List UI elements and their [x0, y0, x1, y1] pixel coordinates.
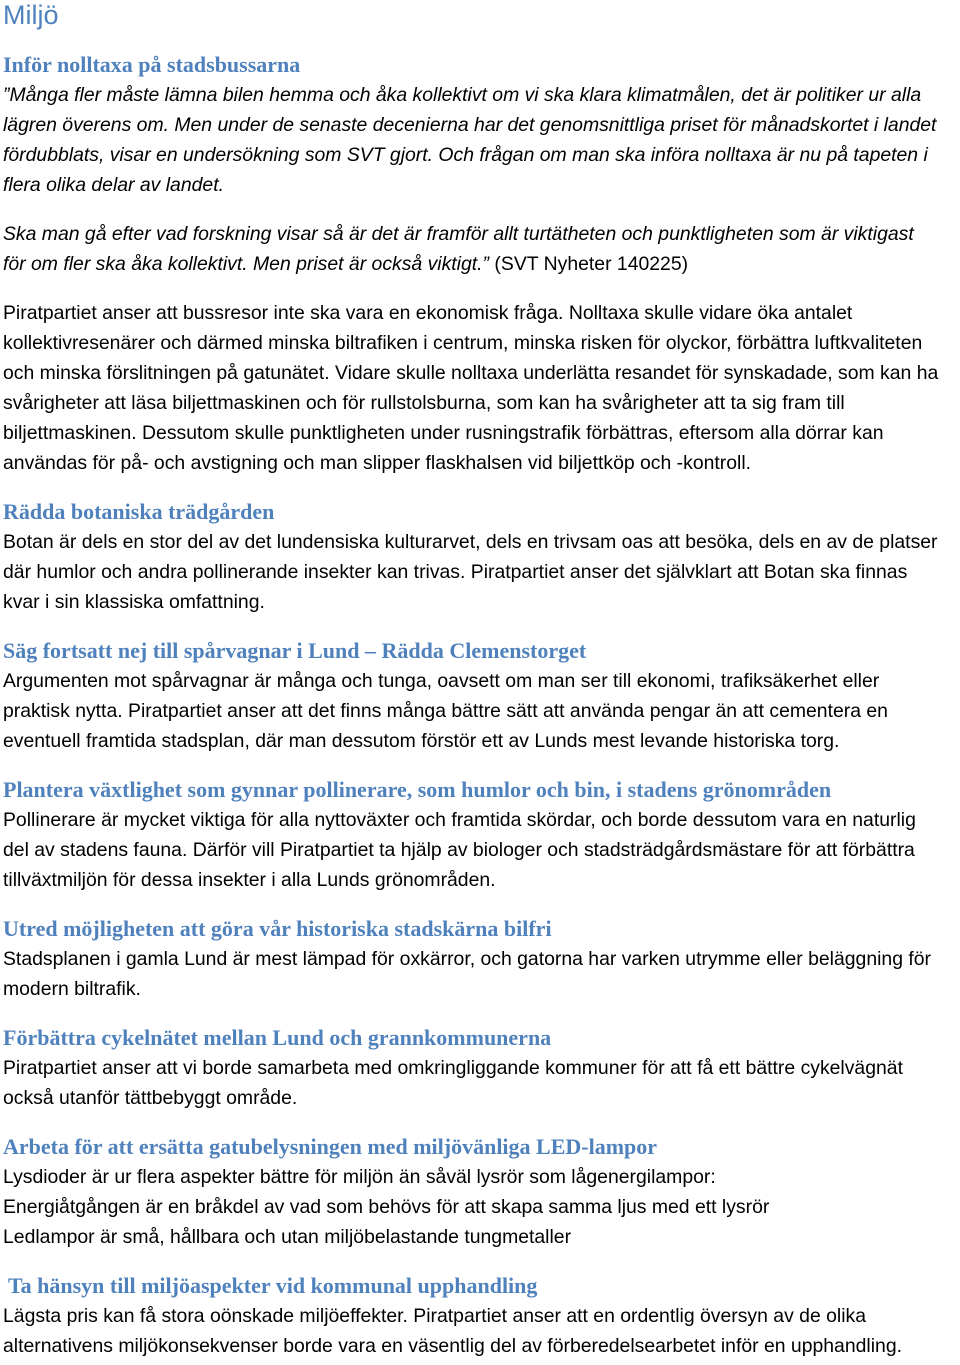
- quote-paragraph: [3, 80, 960, 200]
- text-line: användas för på- och avstigning och man slipper flaskhalsen vid biljettköp och -kontroll.: [3, 452, 752, 474]
- section-led-lampor: [3, 1132, 960, 1252]
- text-line: Ledlampor är små, hållbara och utan miljöbelastande tungmetaller: [3, 1226, 572, 1248]
- text-line: Energiåtgången är en bråkdel av vad som behövs för att skapa samma ljus med ett lysrör: [3, 1196, 770, 1218]
- text-line: Stadsplanen i gamla Lund är mest lämpad för oxkärror, och gatorna har varken utrymme eller beläggning för: [3, 948, 932, 970]
- section-upphandling: [3, 1271, 960, 1361]
- section-heading: Inför nolltaxa på stadsbussarna: [3, 52, 301, 77]
- text-line: Piratpartiet anser att vi borde samarbeta med omkringliggande kommuner för att få ett bättre cykelvägnät: [3, 1057, 903, 1079]
- research-quote-paragraph: [3, 219, 960, 279]
- section-bilfri-stadskarna: [3, 914, 960, 1004]
- text-line: Pollinerare är mycket viktiga för alla nyttoväxter och framtida skördar, och borde dessutom vara en naturlig: [3, 809, 916, 831]
- text-line: och minska förslitningen på gatunätet. Vidare skulle nolltaxa underlätta resandet för synskadade, som kan ha: [3, 362, 939, 384]
- body-paragraph: [3, 944, 960, 1004]
- body-paragraph: [3, 805, 960, 895]
- text-line: del av stadens fauna. Därför vill Piratpartiet ta hjälp av biologer och stadsträdgårdsmästare för att förbättra: [3, 839, 915, 861]
- text-line: Lysdioder är ur flera aspekter bättre för miljön än såväl lysrör som lågenergilampor:: [3, 1166, 716, 1188]
- text-line: Botan är dels en stor del av det lundensiska kulturarvet, dels en trivsam oas att besöka, dels en av de platser: [3, 531, 938, 553]
- text-line: tillväxtmiljön för dessa insekter i alla Lunds grönområden.: [3, 869, 496, 891]
- text-line: också utanför tättbebyggt område.: [3, 1087, 298, 1109]
- text-line: Lägsta pris kan få stora oönskade miljöeffekter. Piratpartiet anser att en ordentlig översyn av de olika: [3, 1305, 867, 1327]
- text-line: Piratpartiet anser att bussresor inte ska vara en ekonomisk fråga. Nolltaxa skulle vidare öka antalet: [3, 302, 853, 324]
- body-paragraph: [3, 1162, 960, 1252]
- section-heading: Rädda botaniska trädgården: [3, 499, 275, 524]
- body-paragraph: [3, 527, 960, 617]
- text-line: ”Många fler måste lämna bilen hemma och åka kollektivt om vi ska klara klimatmålen, det är politiker ur alla: [3, 84, 922, 106]
- text-line: flera olika delar av landet.: [3, 174, 224, 196]
- quote-text: för om fler ska åka kollektivt. Men priset är också viktigt.”: [3, 253, 489, 275]
- body-paragraph: [3, 666, 960, 756]
- section-heading: Ta hänsyn till miljöaspekter vid kommunal upphandling: [8, 1273, 538, 1298]
- source-citation: (SVT Nyheter 140225): [494, 253, 689, 275]
- text-line: biljettmaskinen. Dessutom skulle punktligheten under rusningstrafik förbättras, eftersom alla dörrar kan: [3, 422, 884, 444]
- text-line: kollektivresenärer och därmed minska biltrafiken i centrum, minska risken för olyckor, förbättra luftkvaliteten: [3, 332, 923, 354]
- text-line: kvar i sin klassiska omfattning.: [3, 591, 265, 613]
- text-line: modern biltrafik.: [3, 978, 141, 1000]
- section-sparvagnar: [3, 636, 960, 756]
- section-heading: Utred möjligheten att göra vår historiska stadskärna bilfri: [3, 916, 552, 941]
- text-line: Ska man gå efter vad forskning visar så är det är framför allt turtätheten och punktligheten som är viktigast: [3, 223, 914, 245]
- text-line: fördubblats, visar en undersökning som SVT gjort. Och frågan om man ska införa nolltaxa är nu på tapeten i: [3, 144, 928, 166]
- text-line: svårigheter att läsa biljettmaskinen och för rullstolsburna, som kan ha svårigheter att ta sig fram till: [3, 392, 845, 414]
- body-paragraph: [3, 1053, 960, 1113]
- section-botaniska-tradgarden: [3, 497, 960, 617]
- text-line: [3, 249, 960, 279]
- section-heading: Arbeta för att ersätta gatubelysningen med miljövänliga LED-lampor: [3, 1134, 658, 1159]
- body-paragraph: [3, 298, 960, 478]
- text-line: Argumenten mot spårvagnar är många och tunga, oavsett om man ser till ekonomi, trafiksäkerhet eller: [3, 670, 880, 692]
- section-heading: Plantera växtlighet som gynnar pollinerare, som humlor och bin, i stadens grönområden: [3, 777, 832, 802]
- text-line: praktisk nytta. Piratpartiet anser att det finns många bättre sätt att använda pengar än att cementera en: [3, 700, 888, 722]
- section-nolltaxa: [3, 50, 960, 478]
- page-title: Miljö: [3, 0, 59, 30]
- text-line: alternativens miljökonsekvenser borde vara en väsentlig del av förberedelsearbetet inför en upphandling.: [3, 1335, 902, 1357]
- section-pollinerare: [3, 775, 960, 895]
- section-heading: Förbättra cykelnätet mellan Lund och grannkommunerna: [3, 1025, 552, 1050]
- text-line: där humlor och andra pollinerande insekter kan trivas. Piratpartiet anser det självklart att Botan ska finnas: [3, 561, 908, 583]
- section-heading: Säg fortsatt nej till spårvagnar i Lund – Rädda Clemenstorget: [3, 638, 587, 663]
- text-line: eventuell framtida stadsplan, där man dessutom förstör ett av Lunds mest levande historiska torg.: [3, 730, 840, 752]
- body-paragraph: [3, 1301, 960, 1361]
- section-cykelnat: [3, 1023, 960, 1113]
- text-line: lägren överens om. Men under de senaste decenierna har det genomsnittliga priset för månadskortet i landet: [3, 114, 937, 136]
